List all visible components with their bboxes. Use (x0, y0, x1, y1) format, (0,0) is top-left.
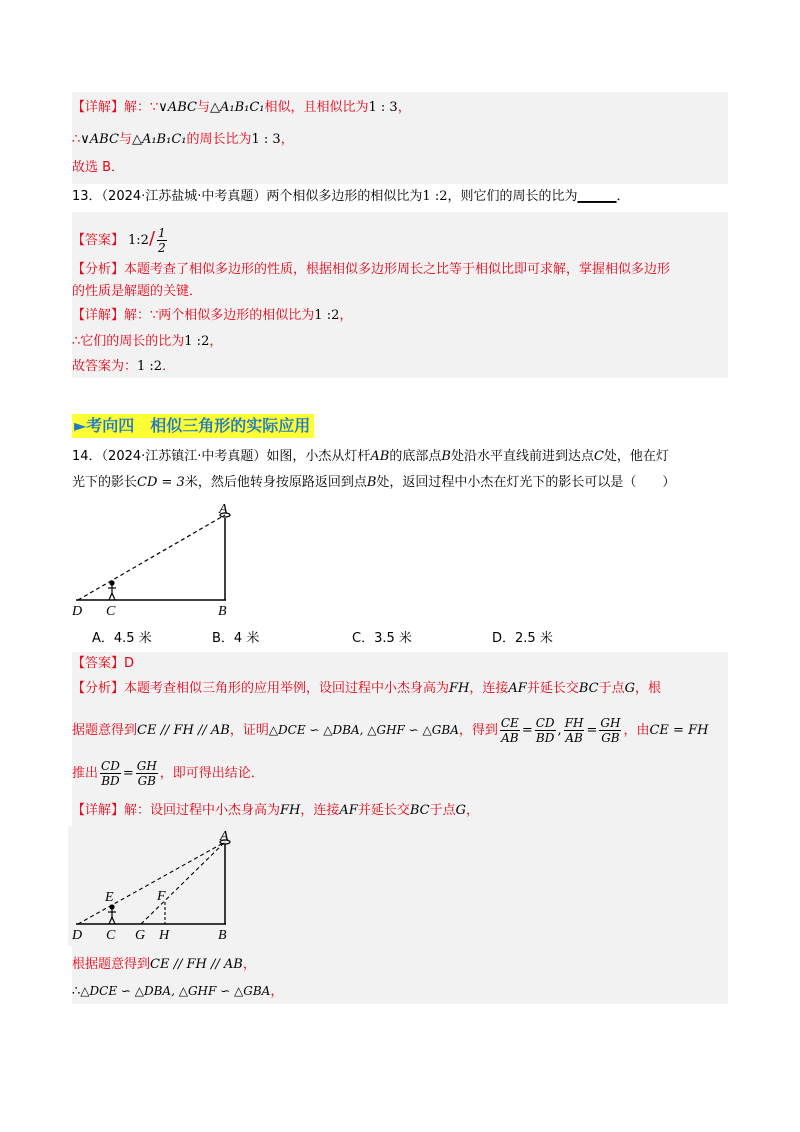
fig2-label-B: B (218, 928, 227, 943)
fig2-label-G: G (135, 928, 146, 943)
fig1-light-ray (78, 515, 225, 600)
q12-detail-line2: ∴∨ABC与△A₁B₁C₁的周长比为1 : 3， (72, 132, 294, 147)
q14-figure-1 (68, 500, 248, 622)
q14-option-a[interactable]: A．4.5 米 (92, 631, 152, 646)
fig1-label-B: B (218, 604, 227, 619)
q13-answer: 【答案】 1:2/ $\frac{1}{2}$ (72, 226, 166, 255)
q14-option-b[interactable]: B．4 米 (212, 631, 260, 646)
q13-analysis-line1: 【分析】本题考查了相似多边形的性质，根据相似多边形周长之比等于相似比即可求解，掌握相似多边形 (72, 262, 671, 277)
fig2-label-F: F (157, 889, 166, 904)
q13-detail-line1: 【详解】解：∵两个相似多边形的相似比为1 :2， (72, 308, 353, 323)
q12-detail-line1: 【详解】解：∵∨ABC与△A₁B₁C₁相似，且相似比为1 : 3， (72, 100, 411, 115)
q14-figure-2 (68, 826, 248, 946)
fig2-label-D: D (72, 928, 83, 943)
fig2-label-C: C (106, 928, 116, 943)
q14-stem-line1: 14．（2024·江苏镇江·中考真题）如图，小杰从灯杆AB的底部点B处沿水平直线前进到达点C处，他在灯 (72, 449, 669, 464)
q14-analysis-line2: 据题意得到CE // FH // AB，证明△DCE ∽ △DBA, △GHF ∽ △GBA，得到 $\frac{CE}{AB}$ = $\frac{CD}{BD}$ , $\frac{FH}{AB}$ = $\frac{GH}{GB}$ ，由CE = FH (72, 716, 709, 745)
fig1-label-D: D (72, 604, 83, 619)
q14-detail-line1: 【详解】解：设回过程中小杰身高为FH，连接AF并延长交BC于点G， (72, 803, 480, 818)
fig1-label-C: C (106, 604, 116, 619)
q13-detail-line3: 故答案为：1 :2． (72, 359, 176, 374)
fig2-label-H: H (159, 928, 170, 943)
q13-analysis-line2: 的性质是解题的关键． (72, 284, 203, 299)
q14-analysis-line3: 推出 $\frac{CD}{BD}$ = $\frac{GH}{GB}$ ，即可得出结论． (72, 759, 264, 788)
q14-option-d[interactable]: D．2.5 米 (492, 631, 553, 646)
q14-stem-line2: 光下的影长CD = 3米，然后他转身按原路返回到点B处，返回过程中小杰在灯光下的影长可以是（ ） (72, 475, 676, 490)
q14-answer: 【答案】D (72, 656, 135, 671)
fig2-label-A: A (220, 829, 229, 844)
q13-detail-line2: ∴它们的周长的比为1 :2， (72, 334, 223, 349)
q13-stem: 13．（2024·江苏盐城·中考真题）两个相似多边形的相似比为1 :2，则它们的周长的比为______． (72, 189, 630, 204)
q14-analysis-line1: 【分析】本题考查相似三角形的应用举例，设回过程中小杰身高为FH，连接AF并延长交BC于点G，根 (72, 681, 662, 696)
q14-detail-line2: 根据题意得到CE // FH // AB， (72, 957, 256, 972)
fig1-label-A: A (219, 502, 228, 517)
section-heading: ►考向四 相似三角形的实际应用 (72, 414, 314, 438)
q14-detail-line3: ∴△DCE ∽ △DBA, △GHF ∽ △GBA， (72, 984, 284, 999)
fig1-person-icon (108, 581, 116, 600)
q12-detail-line3: 故选 B． (72, 160, 125, 175)
fig2-label-E: E (105, 890, 114, 905)
q14-option-c[interactable]: C．3.5 米 (352, 631, 412, 646)
